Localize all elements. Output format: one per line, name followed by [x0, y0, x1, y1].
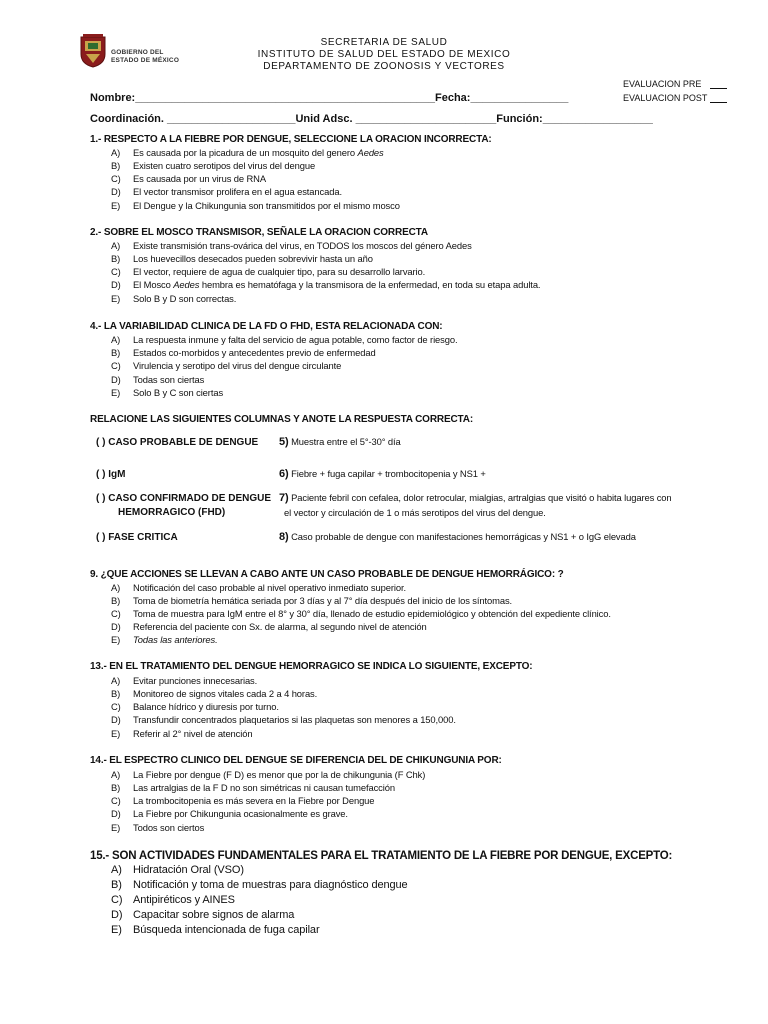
- logo-text-line1: GOBIERNO DEL: [111, 49, 164, 56]
- match-left-4[interactable]: ( ) FASE CRITICA: [96, 532, 178, 543]
- option-text: Búsqueda intencionada de fuga capilar: [133, 924, 320, 936]
- question-13-title: 13.- EN EL TRATAMIENTO DEL DENGUE HEMORRAGICO SE INDICA LO SIGUIENTE, EXCEPTO:: [90, 661, 533, 672]
- option-letter: B): [111, 253, 121, 264]
- match-text: Muestra entre el 5°-30° día: [288, 436, 401, 447]
- option-letter: A): [111, 769, 121, 780]
- option-text: Referencia del paciente con Sx. de alarma, al segundo nivel de atención: [133, 621, 427, 632]
- match-text: Paciente febril con cefalea, dolor retrocular, mialgias, artralgias que visitó o habita lugares con: [288, 492, 672, 503]
- match-right-7-cont: el vector y circulación de 1 o más serotipos del virus del dengue.: [284, 507, 546, 518]
- option-letter: A): [111, 240, 121, 251]
- match-number: 7): [279, 492, 289, 504]
- option-text: Antipiréticos y AINES: [133, 894, 235, 906]
- option-text: Todas son ciertas: [133, 374, 205, 385]
- option-letter: B): [111, 879, 122, 891]
- match-right-6: [279, 468, 486, 480]
- question-15-title: 15.- SON ACTIVIDADES FUNDAMENTALES PARA EL TRATAMIENTO DE LA FIEBRE POR DENGUE, EXCEPTO:: [90, 850, 673, 862]
- option-text-italic: Aedes: [357, 147, 384, 158]
- option-text: Notificación y toma de muestras para diagnóstico dengue: [133, 879, 408, 891]
- option-letter: D): [111, 714, 121, 725]
- option-text: El vector transmisor prolifera en el agua estancada.: [133, 186, 342, 197]
- evaluation-post-label: EVALUACION POST: [623, 93, 708, 103]
- option-letter: A): [111, 147, 121, 158]
- header-secretaria: SECRETARIA DE SALUD: [320, 37, 448, 48]
- option-letter: C): [111, 608, 121, 619]
- option-text: Es causada por la picadura de un mosquito del genero: [133, 147, 358, 158]
- option-text: Capacitar sobre signos de alarma: [133, 909, 295, 921]
- option-letter: E): [111, 387, 121, 398]
- evaluation-pre-label: EVALUACION PRE: [623, 79, 702, 89]
- option-letter: A): [111, 582, 121, 593]
- option-letter: D): [111, 186, 121, 197]
- option-text: Balance hídrico y diuresis por turno.: [133, 701, 279, 712]
- option-text: El Dengue y la Chikungunia son transmitidos por el mismo mosco: [133, 200, 400, 211]
- match-number: 6): [279, 468, 289, 480]
- option-letter: A): [111, 334, 121, 345]
- option-letter: E): [111, 293, 121, 304]
- option-text: Estados co-morbidos y antecedentes previo de enfermedad: [133, 347, 376, 358]
- option-text: Evitar punciones innecesarias.: [133, 675, 258, 686]
- option-text: El Mosco: [133, 279, 174, 290]
- name-date-field[interactable]: Nombre:_________________________________________________Fecha:________________: [90, 92, 569, 104]
- option-letter: C): [111, 894, 123, 906]
- option-text: La trombocitopenia es más severa en la Fiebre por Dengue: [133, 795, 375, 806]
- option-text: La Fiebre por Chikungunia ocasionalmente es grave.: [133, 808, 348, 819]
- option-letter: A): [111, 864, 122, 876]
- option-letter: D): [111, 279, 121, 290]
- option-text: Referir al 2° nivel de atención: [133, 728, 253, 739]
- option-letter: B): [111, 595, 121, 606]
- option-letter: D): [111, 374, 121, 385]
- option-letter: E): [111, 200, 121, 211]
- match-right-8: [279, 531, 636, 543]
- match-number: 5): [279, 436, 289, 448]
- option-letter: A): [111, 675, 121, 686]
- question-14-title: 14.- EL ESPECTRO CLINICO DEL DENGUE SE DIFERENCIA DEL DE CHIKUNGUNIA POR:: [90, 755, 502, 766]
- header-instituto: INSTITUTO DE SALUD DEL ESTADO DE MEXICO: [257, 49, 511, 60]
- option-text: El vector, requiere de agua de cualquier tipo, para su desarrollo larvario.: [133, 266, 426, 277]
- option-text: Es causada por un virus de RNA: [133, 173, 267, 184]
- option-text: Todas las anteriores.: [133, 634, 218, 645]
- option-text: Notificación del caso probable al nivel operativo inmediato superior.: [133, 582, 406, 593]
- option-letter: E): [111, 822, 121, 833]
- option-text-italic: Aedes: [173, 279, 200, 290]
- question-1-title: 1.- RESPECTO A LA FIEBRE POR DENGUE, SELECCIONE LA ORACION INCORRECTA:: [90, 134, 492, 145]
- option-text: Existen cuatro serotipos del virus del dengue: [133, 160, 316, 171]
- header-departamento: DEPARTAMENTO DE ZOONOSIS Y VECTORES: [263, 61, 505, 72]
- option-letter: C): [111, 795, 121, 806]
- option-text: Solo B y C son ciertas: [133, 387, 224, 398]
- question-2-title: 2.- SOBRE EL MOSCO TRANSMISOR, SEÑALE LA ORACION CORRECTA: [90, 227, 428, 238]
- match-text: Fiebre + fuga capilar + trombocitopenia y NS1 +: [288, 468, 486, 479]
- option-text: Solo B y D son correctas.: [133, 293, 237, 304]
- match-left-2[interactable]: ( ) IgM: [96, 469, 126, 480]
- option-text: La respuesta inmune y falta del servicio de agua potable, como factor de riesgo.: [133, 334, 458, 345]
- option-letter: D): [111, 808, 121, 819]
- option-text: La Fiebre por dengue (F D) es menor que por la de chikungunia (F Chk): [133, 769, 426, 780]
- evaluation-post-blank[interactable]: [710, 102, 727, 103]
- option-text: Virulencia y serotipo del virus del dengue circulante: [133, 360, 342, 371]
- evaluation-pre-blank[interactable]: [710, 88, 727, 89]
- option-text: Existe transmisión trans-ovárica del virus, en TODOS los moscos del género Aedes: [133, 240, 472, 251]
- match-number: 8): [279, 531, 289, 543]
- match-text: Caso probable de dengue con manifestaciones hemorrágicas y NS1 + o IgG elevada: [288, 531, 636, 542]
- option-letter: B): [111, 347, 121, 358]
- option-letter: C): [111, 173, 121, 184]
- option-letter: E): [111, 924, 122, 936]
- option-text-rest: hembra es hematófaga y la transmisora de la enfermedad, en toda su etapa adulta.: [199, 279, 541, 290]
- coordination-field[interactable]: Coordinación. _____________________Unid Adsc. _______________________Función:__________________: [90, 113, 653, 125]
- option-text: Los huevecillos desecados pueden sobrevivir hasta un año: [133, 253, 373, 264]
- logo-text-line2: ESTADO DE MÉXICO: [111, 57, 180, 64]
- relate-columns-title: RELACIONE LAS SIGUIENTES COLUMNAS Y ANOTE LA RESPUESTA CORRECTA:: [90, 414, 474, 425]
- option-letter: C): [111, 701, 121, 712]
- match-left-3[interactable]: ( ) CASO CONFIRMADO DE DENGUE: [96, 493, 271, 504]
- option-letter: B): [111, 160, 121, 171]
- option-text: Transfundir concentrados plaquetarios si las plaquetas son menores a 150,000.: [133, 714, 456, 725]
- option-letter: B): [111, 688, 121, 699]
- option-letter: B): [111, 782, 121, 793]
- match-right-5: [279, 436, 401, 448]
- match-right-7: [279, 492, 672, 504]
- option-letter: C): [111, 266, 121, 277]
- question-9-title: 9. ¿QUE ACCIONES SE LLEVAN A CABO ANTE UN CASO PROBABLE DE DENGUE HEMORRÁGICO: ?: [90, 569, 564, 580]
- option-letter: D): [111, 621, 121, 632]
- match-left-3-cont: HEMORRAGICO (FHD): [118, 507, 226, 518]
- option-text: Las artralgias de la F D no son simétricas ni causan tumefacción: [133, 782, 395, 793]
- option-text: Toma de muestra para IgM entre el 8° y 30° día, llenado de estudio epidemiológico y obtención del expediente clínico.: [133, 608, 611, 619]
- match-left-1[interactable]: ( ) CASO PROBABLE DE DENGUE: [96, 437, 259, 448]
- option-letter: E): [111, 728, 121, 739]
- question-4-title: 4.- LA VARIABILIDAD CLINICA DE LA FD O FHD, ESTA RELACIONADA CON:: [90, 321, 443, 332]
- option-text: Hidratación Oral (VSO): [133, 864, 244, 876]
- option-text: Todos son ciertos: [133, 822, 205, 833]
- option-letter: D): [111, 909, 123, 921]
- option-letter: E): [111, 634, 121, 645]
- option-text: Toma de biometría hemática seriada por 3 días y al 7° día después del inicio de los síntomas.: [133, 595, 513, 606]
- option-text: Monitoreo de signos vitales cada 2 a 4 horas.: [133, 688, 318, 699]
- option-letter: C): [111, 360, 121, 371]
